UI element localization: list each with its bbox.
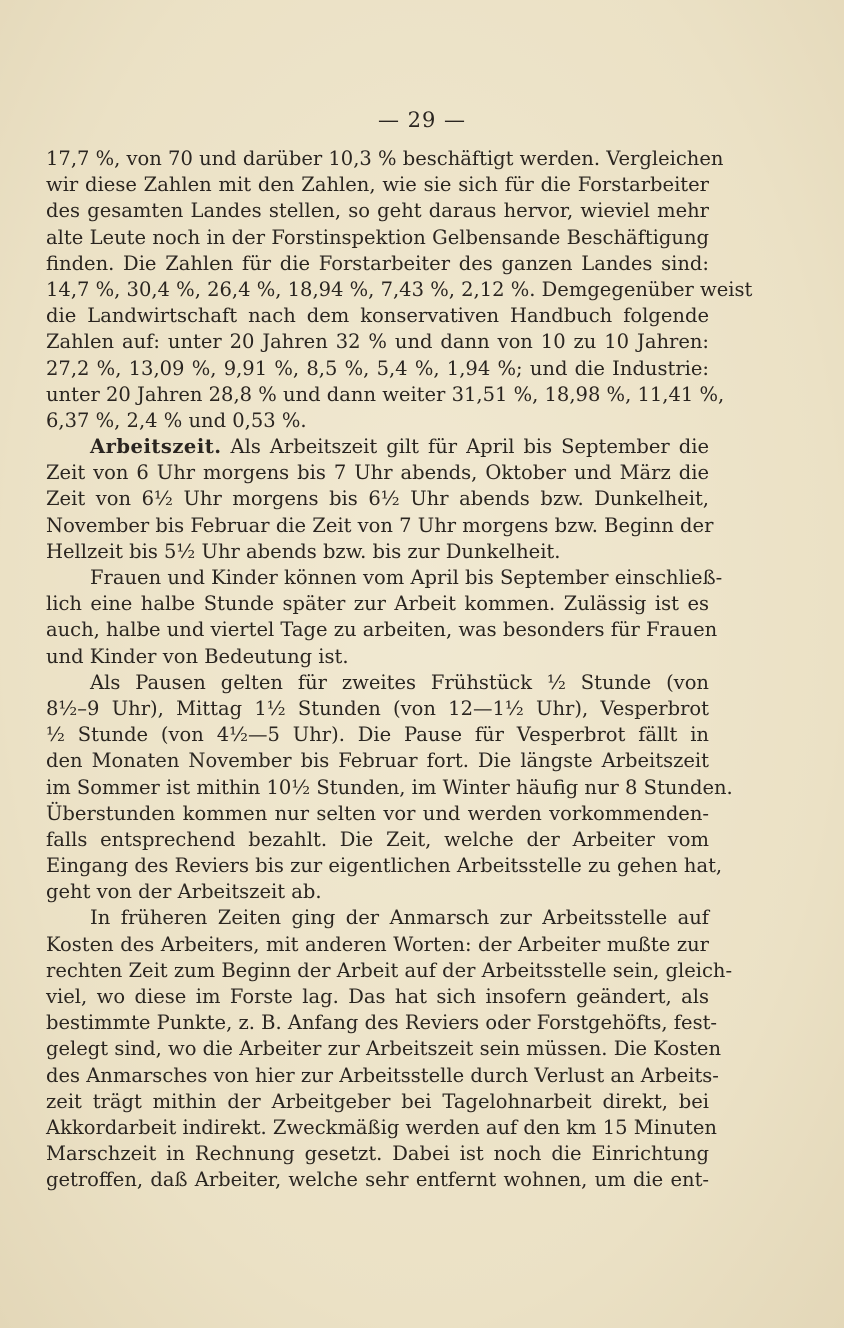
text-line: Kosten des Arbeiters, mit anderen Worten: der Arbeiter mußte zur [46,932,709,956]
text-line: Zahlen auf: unter 20 Jahren 32 % und dann von 10 zu 10 Jahren: [46,330,709,354]
text-line: des Anmarsches von hier zur Arbeitsstelle durch Verlust an Arbeits- [46,1063,719,1087]
text-line: Hellzeit bis 5½ Uhr abends bzw. bis zur Dunkelheit. [46,539,561,563]
text-line: geht von der Arbeitszeit ab. [46,880,322,904]
text-line: Marschzeit in Rechnung gesetzt. Dabei ist noch die Einrichtung [46,1142,709,1166]
text-line: Zeit von 6½ Uhr morgens bis 6½ Uhr abends bzw. Dunkelheit, [46,487,709,511]
text-line: die Landwirtschaft nach dem konservativen Handbuch folgende [46,304,709,328]
text-line: 17,7 %, von 70 und darüber 10,3 % beschäftigt werden. Vergleichen [46,147,724,170]
text-line: den Monaten November bis Februar fort. Die längste Arbeitszeit [46,749,709,773]
text-line: getroffen, daß Arbeiter, welche sehr entfernt wohnen, um die ent- [46,1168,709,1192]
page-number: — 29 — [377,108,467,132]
text-line: 6,37 %, 2,4 % und 0,53 %. [46,408,307,432]
text-line: unter 20 Jahren 28,8 % und dann weiter 31,51 %, 18,98 %, 11,41 %, [46,382,725,406]
text-line: gelegt sind, wo die Arbeiter zur Arbeitszeit sein müssen. Die Kosten [46,1037,722,1061]
text-line: Zeit von 6 Uhr morgens bis 7 Uhr abends, Oktober und März die [46,461,709,485]
text-line: viel, wo diese im Forste lag. Das hat sich insofern geändert, als [46,985,709,1008]
text-line: 14,7 %, 30,4 %, 26,4 %, 18,94 %, 7,43 %, 2,12 %. Demgegenüber weist [46,277,753,301]
text-line: Frauen und Kinder können vom April bis September einschließ- [90,566,723,589]
text-line: 8½–9 Uhr), Mittag 1½ Stunden (von 12—1½ Uhr), Vesperbrot [46,696,709,720]
text-line: Akkordarbeit indirekt. Zweckmäßig werden auf den km 15 Minuten [46,1115,717,1139]
text-line: Als Pausen gelten für zweites Frühstück ½ Stunde (von [90,670,709,694]
section-heading: Arbeitszeit. [90,435,222,459]
text-line: des gesamten Landes stellen, so geht daraus hervor, wieviel mehr [46,199,709,223]
text-line: ½ Stunde (von 4½—5 Uhr). Die Pause für Vesperbrot fällt in [46,723,709,747]
text-line: und Kinder von Bedeutung ist. [46,644,349,668]
text-line: In früheren Zeiten ging der Anmarsch zur Arbeitsstelle auf [90,906,709,930]
section-line-text: Als Arbeitszeit gilt für April bis September die [230,435,710,459]
text-line: falls entsprechend bezahlt. Die Zeit, welche der Arbeiter vom [46,827,709,851]
text-line: auch, halbe und viertel Tage zu arbeiten, was besonders für Frauen [46,618,718,642]
text-line: finden. Die Zahlen für die Forstarbeiter des ganzen Landes sind: [46,251,709,275]
text-line: Überstunden kommen nur selten vor und werden vorkommenden- [46,801,709,825]
body-text [46,146,753,1194]
section-first-line [46,434,709,460]
text-line: wir diese Zahlen mit den Zahlen, wie sie sich für die Forstarbeiter [46,173,709,197]
text-line: 27,2 %, 13,09 %, 9,91 %, 8,5 %, 5,4 %, 1,94 %; und die Industrie: [46,356,709,380]
text-line: im Sommer ist mithin 10½ Stunden, im Winter häufig nur 8 Stunden. [46,775,733,799]
text-line: Eingang des Reviers bis zur eigentlichen Arbeitsstelle zu gehen hat, [46,854,723,878]
text-line: November bis Februar die Zeit von 7 Uhr morgens bzw. Beginn der [46,513,714,537]
text-line: zeit trägt mithin der Arbeitgeber bei Tagelohnarbeit direkt, bei [46,1089,709,1113]
text-line: lich eine halbe Stunde später zur Arbeit kommen. Zulässig ist es [46,592,709,616]
text-line: bestimmte Punkte, z. B. Anfang des Reviers oder Forstgehöfts, fest- [46,1011,717,1035]
text-line: rechten Zeit zum Beginn der Arbeit auf der Arbeitsstelle sein, gleich- [46,958,733,982]
text-line: alte Leute noch in der Forstinspektion Gelbensande Beschäftigung [46,225,709,249]
